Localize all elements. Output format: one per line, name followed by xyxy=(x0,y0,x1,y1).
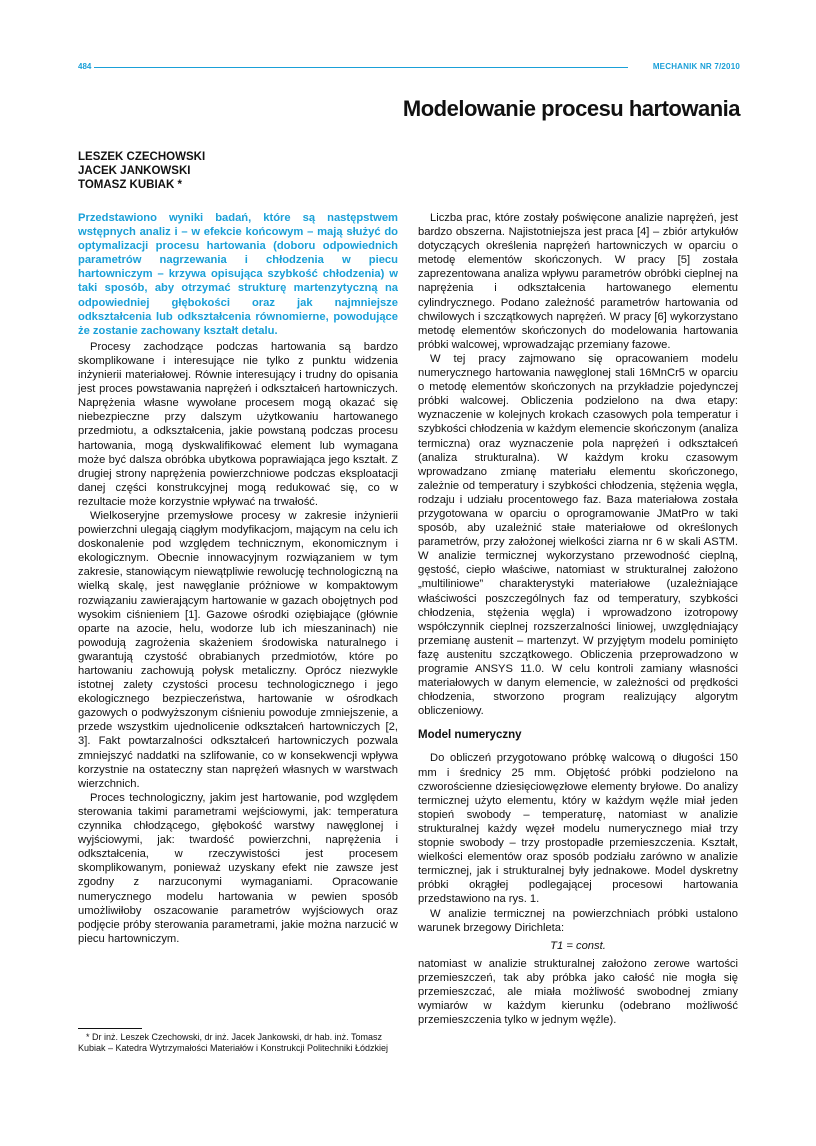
body-paragraph: Do obliczeń przygotowano próbkę walcową o długości 150 mm i średnicy 25 mm. Objętość próbki podzielono na czworościenne dziesięciowęzłowe elementy bryłowe. Do analizy termicznej użyto elementu, który w każdym węźle miał jeden stopień swobody – temperaturę, natomiast w analizie strukturalnej każdy węzeł modelu numerycznego miał trzy stopnie swobody – trzy prostopadłe przemieszczenia. Kształt, wielkości elementów oraz sposób podziału zarówno w analizie termicznej, jak i strukturalnej były jednakowe. Model dyskretny próbki okrągłej podlegającej procesowi hartowania przedstawiono na rys. 1. xyxy=(418,752,738,906)
body-paragraph: Procesy zachodzące podczas hartowania są bardzo skomplikowane i interesujące nie tylko z punktu widzenia inżynierii materiałowej. Równie interesujący i trudny do opisania jest proces powstawania naprężeń i odkształceń hartowniczych. Naprężenia własne wywołane procesem mogą okazać się niebezpieczne przy dalszym użytkowaniu hartowanego przedmiotu, a odkształcenia, jakie powstaną podczas procesu hartowania, mogą dyskwalifikować element lub wymagana może być dalsza obróbka ubytkowa poprawiająca jego kształt. Z drugiej strony naprężenia powierzchniowe podczas eksploatacji danej części konstrukcyjnej mogą redukować się, co w rezultacie może korzystnie wpływać na trwałość. xyxy=(78,340,398,508)
body-paragraph: natomiast w analizie strukturalnej założono zerowe wartości przemieszczeń, tak aby próbka jako całość nie mogła się przemieszczać, ale miała możliwość swobodnej zmiany wymiarów w każdym kierunku (odebrano możliwość przemieszczenia tylko w jednym węźle). xyxy=(418,957,738,1027)
journal-name: MECHANIK NR 7/2010 xyxy=(652,62,740,71)
page-number: 484 xyxy=(78,62,92,71)
abstract: Przedstawiono wyniki badań, które są następstwem wstępnych analiz i – w efekcie końcowym – mają służyć do optymalizacji procesu hartowania (doboru odpowiednich parametrów nagrzewania i chłodzenia w piecu hartowniczym – krzywa opisująca szybkość chłodzenia) w taki sposób, aby otrzymać strukturę martenzytyczną na odpowiedniej głębokości oraz jak najmniejsze odkształcenia lub odkształcenia równomierne, powodujące że zostanie zachowany kształt detalu. xyxy=(78,212,398,337)
running-header xyxy=(78,62,740,74)
author-name: JACEK JANKOWSKI xyxy=(78,165,191,177)
author-list xyxy=(78,150,205,192)
section-heading: Model numeryczny xyxy=(418,729,522,742)
body-paragraph: W tej pracy zajmowano się opracowaniem modelu numerycznego hartowania nawęglonej stali 16MnCr5 w oparciu o metodę elementów skończonych na przykładzie pojedynczej próbki walcowej. Obliczenia podzielono na dwa etapy: wyznaczenie w kolejnych krokach czasowych pola temperatur i szybkości chłodzenia w każdym elemencie skończonym (analiza termiczna) oraz wyznaczenie pola naprężeń i odkształceń (analiza strukturalna). W każdym kroku czasowym wprowadzano zmianę materiału elementu skończonego, zależnie od temperatury i szybkości chłodzenia, stężenia węgla, rodzaju i udziału procentowego faz. Baza materiałowa została przygotowana w oparciu o oprogramowanie JMatPro w taki sposób, aby uzależnić stałe materiałowe od określonych parametrów, przy założonej wielkości ziarna nr 6 w skali ASTM. W analizie termicznej wykorzystano przewodność cieplną, gęstość, ciepło właściwe, natomiast w strukturalnej założono „multiliniowe” charakterystyki materiałowe (uzależniające właściwości poszczególnych faz od temperatury, szybkości chłodzenia, stężenia węgla) i wprowadzono izotropowy współczynnik cieplnej rozszerzalności liniowej, uwzględniający przemianę austenit – martenzyt. W przyjętym modelu pominięto fazę austenitu szczątkowego. Obliczenia przeprowadzono w programie ANSYS 11.0. W celu kontroli zamiany własności materiałowych w danym elemencie, w zależności od prędkości chłodzenia, stworzono program realizujący algorytm obliczeniowy. xyxy=(418,352,738,718)
body-paragraph: Wielkoseryjne przemysłowe procesy w zakresie inżynierii powierzchni ulegają ciągłym modyfikacjom, mającym na celu ich doskonalenie pod względem technicznym, ekonomicznym i ekologicznym. Obecnie innowacyjnym rozwiązaniem w tym zakresie, stanowiącym niewątpliwie rewolucję technologiczną na wielką skalę, jest nawęglanie próżniowe w kompaktowym rozwiązaniu zawierającym hartowanie w gazach obojętnych pod wysokim ciśnieniem [1]. Gazowe ośrodki oziębiające (głównie oparte na azocie, helu, wodorze lub ich mieszaninach) nie powodują zagrożenia skażeniem środowiska naturalnego i gwarantują czystość obrabianych przedmiotów, które po hartowaniu zachowują połysk metaliczny. Oprócz niezwykle istotnej zalety czystości procesu technologicznego i jego ekologicznego bezpieczeństwa, hartowanie w ośrodkach gazowych o podwyższonym ciśnieniu powoduje zmniejszenie, a przede wszystkim ujednolicenie odkształceń hartowniczych [2, 3]. Fakt powtarzalności odkształceń hartowniczych pozwala zmniejszyć naddatki na szlifowanie, co w konsekwencji wpływa korzystnie na ostateczny stan naprężeń własnych w warstwach wierzchnich. xyxy=(78,509,398,790)
footnote-rule xyxy=(78,1028,142,1029)
left-column xyxy=(78,211,398,946)
footnote xyxy=(78,1028,398,1055)
author-name: LESZEK CZECHOWSKI xyxy=(78,151,206,163)
body-paragraph: Liczba prac, które zostały poświęcone analizie naprężeń, jest bardzo obszerna. Najistotniejsza jest praca [4] – zbiór artykułów dotyczących określenia naprężeń hartowniczych w oparciu o metodę elementów skończonych. W pracy [5] została zaprezentowana analiza wpływu parametrów obróbki cieplnej na naprężenia i odkształcenia hartowanego elementu cylindrycznego. Podano zależność parametrów hartowania od chwilowych i szczątkowych naprężeń. W pracy [6] wykorzystano metodę elementów skończonych do modelowania hartowania próbki walcowej, wprowadzając przemiany fazowe. xyxy=(418,212,738,351)
author-name: TOMASZ KUBIAK * xyxy=(78,179,182,191)
formula: T1 = const. xyxy=(550,939,606,952)
body-paragraph: Proces technologiczny, jakim jest hartowanie, pod względem sterowania takimi parametrami wejściowymi, jak: temperatura czynnika chłodzącego, głębokość warstwy nawęglonej i wyjściowymi, jak: twardość powierzchni, naprężenia i odkształcenia, w rzeczywistości jest procesem skomplikowanym, ponieważ uzyskany efekt nie zawsze jest zgodny z narzuconymi wymaganiami. Opracowanie numerycznego modelu hartowania w pewien sposób umożliwiłoby oszacowanie parametrów wyjściowych oraz podjęcie próby sterowania parametrami, jakie można narzucić w piecu hartowniczym. xyxy=(78,791,398,945)
body-paragraph: W analizie termicznej na powierzchniach próbki ustalono warunek brzegowy Dirichleta: xyxy=(418,907,738,934)
right-column xyxy=(418,211,738,1027)
footnote-text: * Dr inż. Leszek Czechowski, dr inż. Jacek Jankowski, dr hab. inż. Tomasz Kubiak – Katedra Wytrzymałości Materiałów i Konstrukcji Politechniki Łódzkiej xyxy=(78,1032,389,1054)
header-rule xyxy=(94,67,628,68)
article-title: Modelowanie procesu hartowania xyxy=(402,96,740,121)
